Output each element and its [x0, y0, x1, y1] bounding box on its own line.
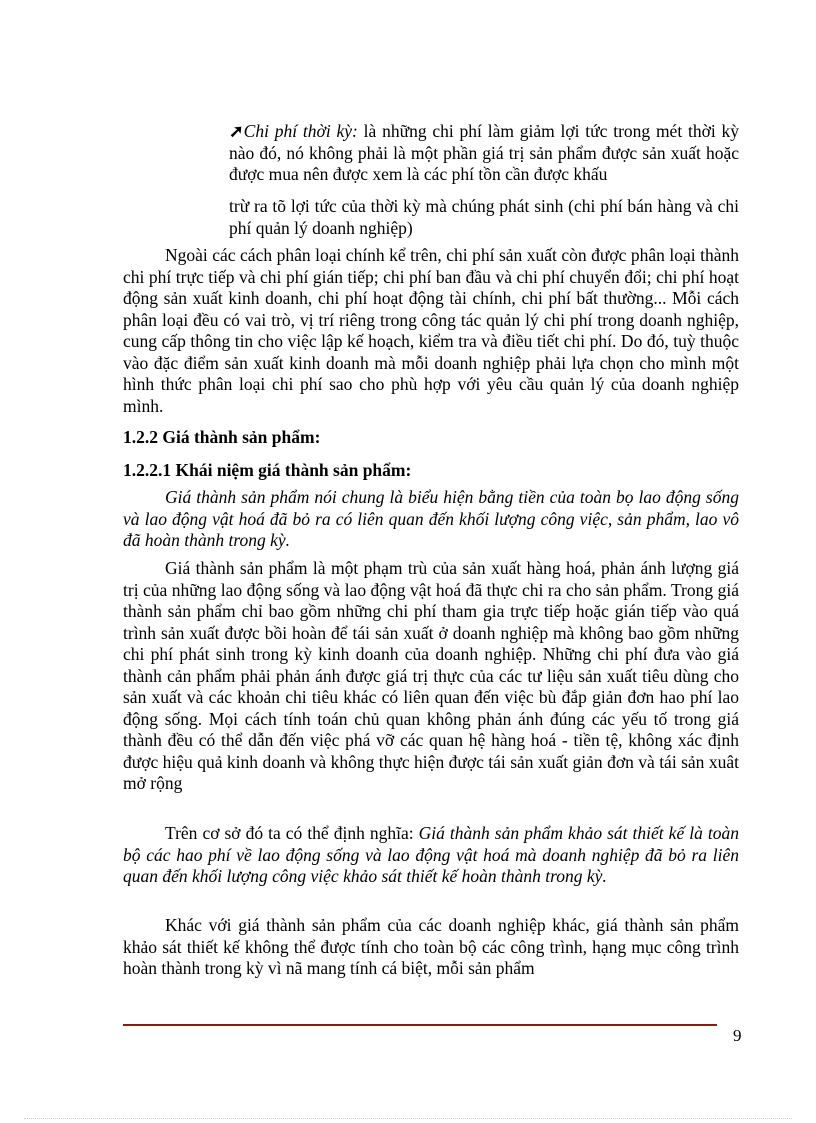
paragraph-difference: Khác với giá thành sản phẩm của các doanh nghiệp khác, giá thành sản phẩm khảo sát thiết kế không thể được tính cho toàn bộ các công trình, hạng mục công trình hoàn thành trong kỳ vì nã mang tính cá biệt, mỗi sản phẩm	[123, 915, 739, 978]
basis-definition-text: Giá thành sản phẩm khảo sát thiết kế là toàn bộ các hao phí về lao động sống và lao động vật hoá mà doanh nghiệp đã bỏ ra liên quan đến khối lượng công việc khảo sát thiết kế hoàn thành trong kỳ.	[123, 823, 739, 886]
paragraph-basis	[123, 823, 739, 888]
section-heading-1-2-2: 1.2.2 Giá thành sản phẩm:	[123, 427, 321, 447]
section-heading-1-2-2-1: 1.2.2.1 Khái niệm giá thành sản phẩm:	[123, 460, 412, 480]
bullet-continuation: trừ ra tõ lợi tức của thời kỳ mà chúng phát sinh (chi phí bán hàng và chi phí quản lý doanh nghiệp)	[229, 196, 739, 238]
bullet-period-costs	[229, 121, 739, 186]
paragraph-category: Giá thành sản phẩm là một phạm trù của sản xuất hàng hoá, phản ánh lượng giá trị của những lao động sống và lao động vật hoá đã thực chi ra cho sản phẩm. Trong giá thành sản phẩm chỉ bao gồm những chi phí tham gia trực tiếp hoặc gián tiếp vào quá trình sản xuất được bồi hoàn để tái sản xuất ở doanh nghiệp mà không bao gồm những chi phí phát sinh trong kỳ kinh doanh của doanh nghiệp. Những chi phí đưa vào giá thành cản phẩm phải phản ánh được giá trị thực của các tư liệu sản xuất tiêu dùng cho sản xuất và các khoản chi tiêu khác có liên quan đến việc bù đắp giản đơn hao phí lao động sống. Mọi cách tính toán chủ quan không phản ánh đúng các yếu tố trong giá thành đều có thể dẫn đến việc phá vỡ các quan hệ hàng hoá - tiền tệ, không xác định được hiệu quả kinh doanh và không thực hiện được tái sản xuất giản đơn và tái sản xuât mở rộng	[123, 558, 739, 793]
bullet-text-1: là những chi phí làm giảm lợi tức trong mét thời kỳ nào đó, nó không phải là một phần giá trị sản phẩm được sản xuất hoặc được mua nên được xem là các phí tồn cần được khấu	[229, 121, 740, 184]
basis-lead-text: Trên cơ sở đó ta có thể định nghĩa:	[165, 823, 419, 843]
page-number: 9	[733, 1026, 742, 1045]
paragraph-classification: Ngoài các cách phân loại chính kể trên, chi phí sản xuất còn được phân loại thành chi phí trực tiếp và chi phí gián tiếp; chi phí ban đầu và chi phí chuyển đổi; chi phí hoạt động sản xuất kinh doanh, chi phí hoạt động tài chính, chi phí bất thường... Mỗi cách phân loại đều có vai trò, vị trí riêng trong công tác quản lý chi phí trong doanh nghiệp, cung cấp thông tin cho việc lập kế hoạch, kiểm tra và điều tiết chi phí. Do đó, tuỳ thuộc vào đặc điểm sản xuất kinh doanh mà mỗi doanh nghiệp phải lựa chọn cho mình một hình thức phân loại chi phí sao cho phù hợp với yêu cầu quản lý của doanh nghiệp mình.	[123, 245, 739, 416]
footer-rule	[123, 1024, 717, 1026]
paragraph-definition: Giá thành sản phẩm nói chung là biểu hiện bằng tiền của toàn bọ lao động sống và lao động vật hoá đã bỏ ra có liên quan đến khối lượng công việc, sản phẩm, lao vô đã hoàn thành trong kỳ.	[123, 487, 739, 550]
page-bottom-dotted-border	[24, 1118, 792, 1119]
bullet-term: Chi phí thời kỳ:	[243, 121, 358, 141]
arrow-bullet-icon: ➚	[229, 121, 244, 141]
